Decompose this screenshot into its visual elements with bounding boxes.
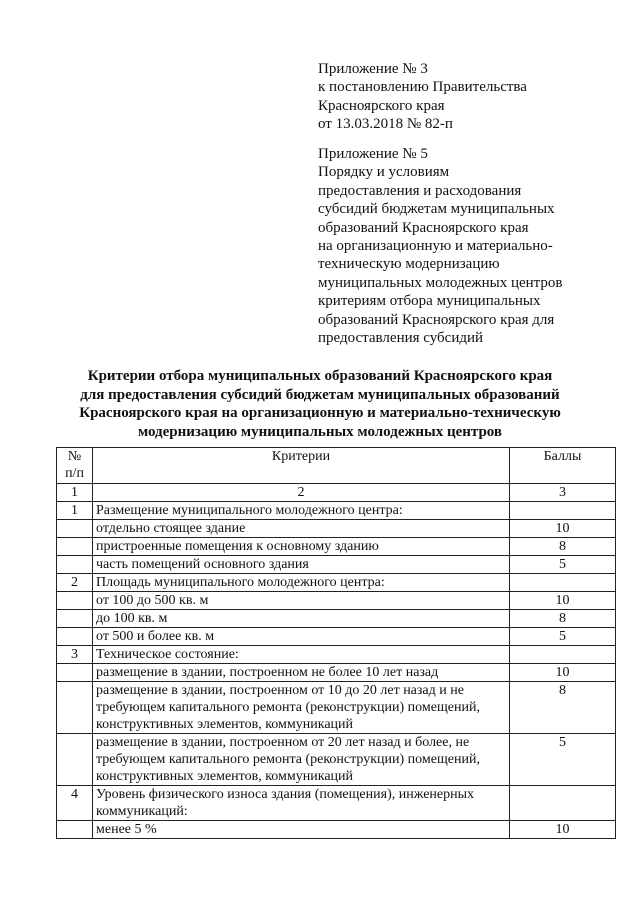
table-row — [57, 538, 616, 556]
row-num-empty — [57, 821, 93, 839]
column-number: 1 — [57, 484, 93, 502]
criterion-text: размещение в здании, построенном не более 10 лет назад — [93, 664, 510, 682]
table-row — [57, 592, 616, 610]
criterion-points: 10 — [510, 664, 616, 682]
section-number: 2 — [57, 574, 93, 592]
appendix-5-line: муниципальных молодежных центров — [318, 274, 563, 291]
table-row — [57, 734, 616, 786]
section-title: Техническое состояние: — [93, 646, 510, 664]
document-title — [20, 367, 620, 441]
table-row — [57, 682, 616, 734]
criterion-points: 10 — [510, 592, 616, 610]
appendix-3-line: Приложение № 3 — [318, 61, 428, 77]
criterion-text: до 100 кв. м — [93, 610, 510, 628]
title-line: Критерии отбора муниципальных образований Красноярского края — [87, 368, 553, 384]
criteria-table — [56, 447, 616, 839]
section-row — [57, 646, 616, 664]
section-number: 1 — [57, 502, 93, 520]
row-num-empty — [57, 664, 93, 682]
appendix-5-line: субсидий бюджетам муниципальных — [318, 201, 555, 218]
column-number: 3 — [510, 484, 616, 502]
table-row — [57, 610, 616, 628]
table-row — [57, 628, 616, 646]
title-line: для предоставления субсидий бюджетам муниципальных образований — [80, 386, 560, 403]
title-line: модернизацию муниципальных молодежных центров — [137, 423, 503, 440]
section-row — [57, 574, 616, 592]
appendix-5-line: образований Красноярского края — [318, 219, 529, 236]
criterion-text: часть помещений основного здания — [93, 556, 510, 574]
title-line: Красноярского края на организационную и материально-техническую — [79, 405, 561, 421]
criterion-points: 8 — [510, 610, 616, 628]
header-num: № п/п — [57, 448, 93, 484]
row-num-empty — [57, 520, 93, 538]
section-points-empty — [510, 502, 616, 520]
section-points-empty — [510, 786, 616, 821]
row-num-empty — [57, 628, 93, 646]
criterion-text: от 100 до 500 кв. м — [93, 592, 510, 610]
criterion-points: 10 — [510, 821, 616, 839]
criterion-points: 8 — [510, 682, 616, 734]
section-number: 3 — [57, 646, 93, 664]
section-title: Площадь муниципального молодежного центра: — [93, 574, 510, 592]
criterion-points: 5 — [510, 556, 616, 574]
section-row — [57, 502, 616, 520]
criterion-text: размещение в здании, построенном от 20 лет назад и более, не требующем капитального ремонта (реконструкции) помещений, конструктивных элементов, коммуникаций — [93, 734, 510, 786]
section-points-empty — [510, 574, 616, 592]
row-num-empty — [57, 556, 93, 574]
row-num-empty — [57, 734, 93, 786]
appendix-5-line: предоставления субсидий — [318, 330, 484, 347]
criterion-text: отдельно стоящее здание — [93, 520, 510, 538]
row-num-empty — [57, 592, 93, 610]
appendix-3-header — [318, 60, 618, 134]
row-num-empty — [57, 610, 93, 628]
table-row — [57, 556, 616, 574]
appendix-5-line: техническую модернизацию — [318, 256, 500, 273]
table-row — [57, 520, 616, 538]
criterion-text: менее 5 % — [93, 821, 510, 839]
table-row — [57, 821, 616, 839]
appendix-5-line: Приложение № 5 — [318, 146, 428, 162]
criterion-points: 5 — [510, 628, 616, 646]
appendix-5-line: Порядку и условиям — [318, 164, 450, 181]
section-title: Размещение муниципального молодежного центра: — [93, 502, 510, 520]
section-title: Уровень физического износа здания (помещения), инженерных коммуникаций: — [93, 786, 510, 821]
header-criteria: Критерии — [93, 448, 510, 484]
criterion-text: от 500 и более кв. м — [93, 628, 510, 646]
appendix-5-header — [318, 145, 618, 347]
criterion-points: 8 — [510, 538, 616, 556]
column-number: 2 — [93, 484, 510, 502]
section-number: 4 — [57, 786, 93, 821]
column-numbers-row — [57, 484, 616, 502]
criterion-text: размещение в здании, построенном от 10 до 20 лет назад и не требующем капитального ремонта (реконструкции) помещений, конструктивных элементов, коммуникаций — [93, 682, 510, 734]
criterion-points: 10 — [510, 520, 616, 538]
row-num-empty — [57, 538, 93, 556]
appendix-5-line: на организационную и материально- — [318, 238, 553, 255]
appendix-5-line: критериям отбора муниципальных — [318, 293, 541, 310]
appendix-5-line: образований Красноярского края для — [318, 311, 555, 328]
criterion-text: пристроенные помещения к основному зданию — [93, 538, 510, 556]
table-row — [57, 664, 616, 682]
section-row — [57, 786, 616, 821]
appendix-3-line: Красноярского края — [318, 97, 445, 114]
section-points-empty — [510, 646, 616, 664]
table-body — [57, 502, 616, 839]
table-header-row — [57, 448, 616, 484]
appendix-3-line: к постановлению Правительства — [318, 79, 527, 96]
appendix-3-line: от 13.03.2018 № 82-п — [318, 116, 453, 133]
header-points: Баллы — [510, 448, 616, 484]
appendix-5-line: предоставления и расходования — [318, 182, 522, 199]
row-num-empty — [57, 682, 93, 734]
criterion-points: 5 — [510, 734, 616, 786]
